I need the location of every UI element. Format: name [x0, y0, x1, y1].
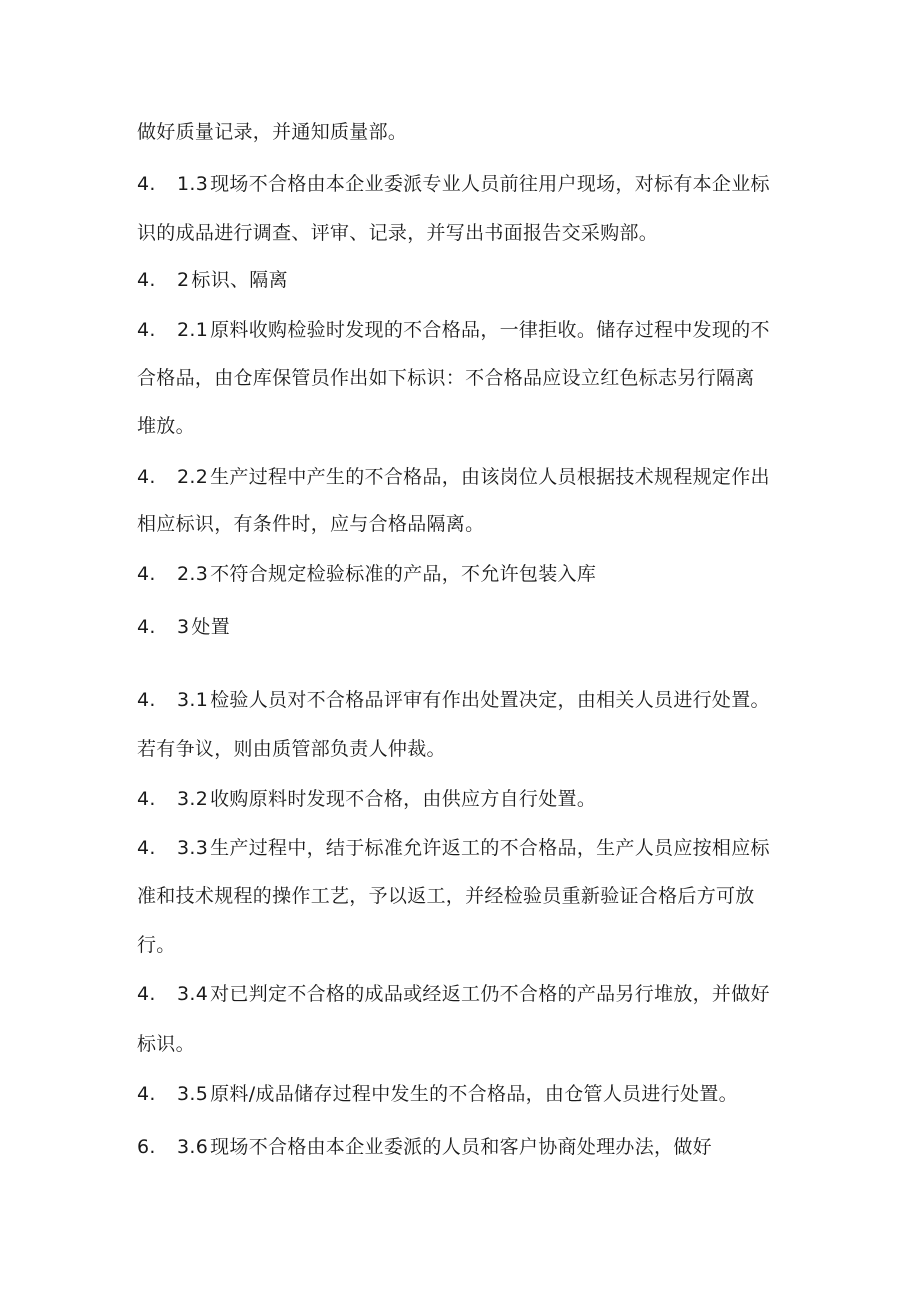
clause-number: 4.: [137, 616, 156, 638]
clause-6-3-6: [137, 1135, 712, 1159]
line-text: 相应标识，有条件时，应与合格品隔离。: [137, 513, 485, 535]
clause-number: 4.: [137, 269, 156, 291]
clause-4-3-3: [137, 836, 770, 860]
clause-4-2-3: [137, 562, 596, 586]
clause-number: 4.: [137, 788, 156, 810]
text-line: [137, 120, 407, 144]
line-text: 标识。: [137, 1033, 195, 1055]
text-line: [137, 366, 755, 390]
line-text: 生产过程中，结于标准允许返工的不合格品，生产人员应按相应标: [210, 837, 770, 859]
clause-subnumber: 1.3: [177, 173, 209, 195]
line-text: 堆放。: [137, 415, 195, 437]
clause-subnumber: 2: [177, 269, 190, 291]
text-line: [137, 512, 484, 536]
line-text: 收购原料时发现不合格，由供应方自行处置。: [210, 788, 597, 810]
line-text: 原料/成品储存过程中发生的不合格品，由仓管人员进行处置。: [210, 1083, 738, 1105]
text-line: [137, 414, 195, 438]
clause-subnumber: 3.4: [177, 983, 209, 1005]
line-text: 合格品，由仓库保管员作出如下标识：不合格品应设立红色标志另行隔离: [137, 367, 755, 389]
clause-number: 4.: [137, 173, 156, 195]
clause-number: 6.: [137, 1136, 156, 1158]
section-4-3-heading: [137, 615, 230, 639]
line-text: 现场不合格由本企业委派的人员和客户协商处理办法，做好: [210, 1136, 712, 1158]
clause-number: 4.: [137, 466, 156, 488]
line-text: 检验人员对不合格品评审有作出处置决定，由相关人员进行处置。: [210, 689, 770, 711]
clause-4-2-1: [137, 318, 770, 342]
clause-number: 4.: [137, 319, 156, 341]
clause-4-3-4: [137, 982, 770, 1006]
clause-subnumber: 3.1: [177, 689, 209, 711]
clause-subnumber: 3.3: [177, 837, 209, 859]
clause-subnumber: 2.1: [177, 319, 209, 341]
line-text: 准和技术规程的操作工艺，予以返工，并经检验员重新验证合格后方可放: [137, 885, 755, 907]
clause-subnumber: 3.5: [177, 1083, 209, 1105]
clause-subnumber: 3: [177, 616, 190, 638]
clause-4-3-5: [137, 1082, 738, 1106]
clause-number: 4.: [137, 563, 156, 585]
line-text: 标识、隔离: [191, 269, 288, 291]
line-text: 原料收购检验时发现的不合格品，一律拒收。储存过程中发现的不: [210, 319, 770, 341]
text-line: [137, 933, 176, 957]
line-text: 做好质量记录，并通知质量部。: [137, 121, 408, 143]
clause-number: 4.: [137, 689, 156, 711]
text-line: [137, 221, 658, 245]
clause-4-3-1: [137, 688, 770, 712]
clause-number: 4.: [137, 1083, 156, 1105]
clause-4-1-3: [137, 172, 770, 196]
clause-number: 4.: [137, 983, 156, 1005]
line-text: 不符合规定检验标准的产品，不允许包装入库: [210, 563, 597, 585]
clause-4-3-2: [137, 787, 596, 811]
text-line: [137, 1032, 195, 1056]
clause-subnumber: 2.2: [177, 466, 209, 488]
clause-subnumber: 3.6: [177, 1136, 209, 1158]
line-text: 识的成品进行调查、评审、记录，并写出书面报告交采购部。: [137, 222, 659, 244]
text-line: [137, 884, 755, 908]
clause-number: 4.: [137, 837, 156, 859]
clause-subnumber: 2.3: [177, 563, 209, 585]
section-4-2-heading: [137, 268, 288, 292]
clause-4-2-2: [137, 465, 770, 489]
line-text: 生产过程中产生的不合格品，由该岗位人员根据技术规程规定作出: [210, 466, 770, 488]
text-line: [137, 737, 446, 761]
clause-subnumber: 3.2: [177, 788, 209, 810]
line-text: 现场不合格由本企业委派专业人员前往用户现场，对标有本企业标: [210, 173, 770, 195]
line-text: 对已判定不合格的成品或经返工仍不合格的产品另行堆放，并做好: [210, 983, 770, 1005]
line-text: 若有争议，则由质管部负责人仲裁。: [137, 738, 446, 760]
line-text: 行。: [137, 934, 176, 956]
line-text: 处置: [191, 616, 230, 638]
